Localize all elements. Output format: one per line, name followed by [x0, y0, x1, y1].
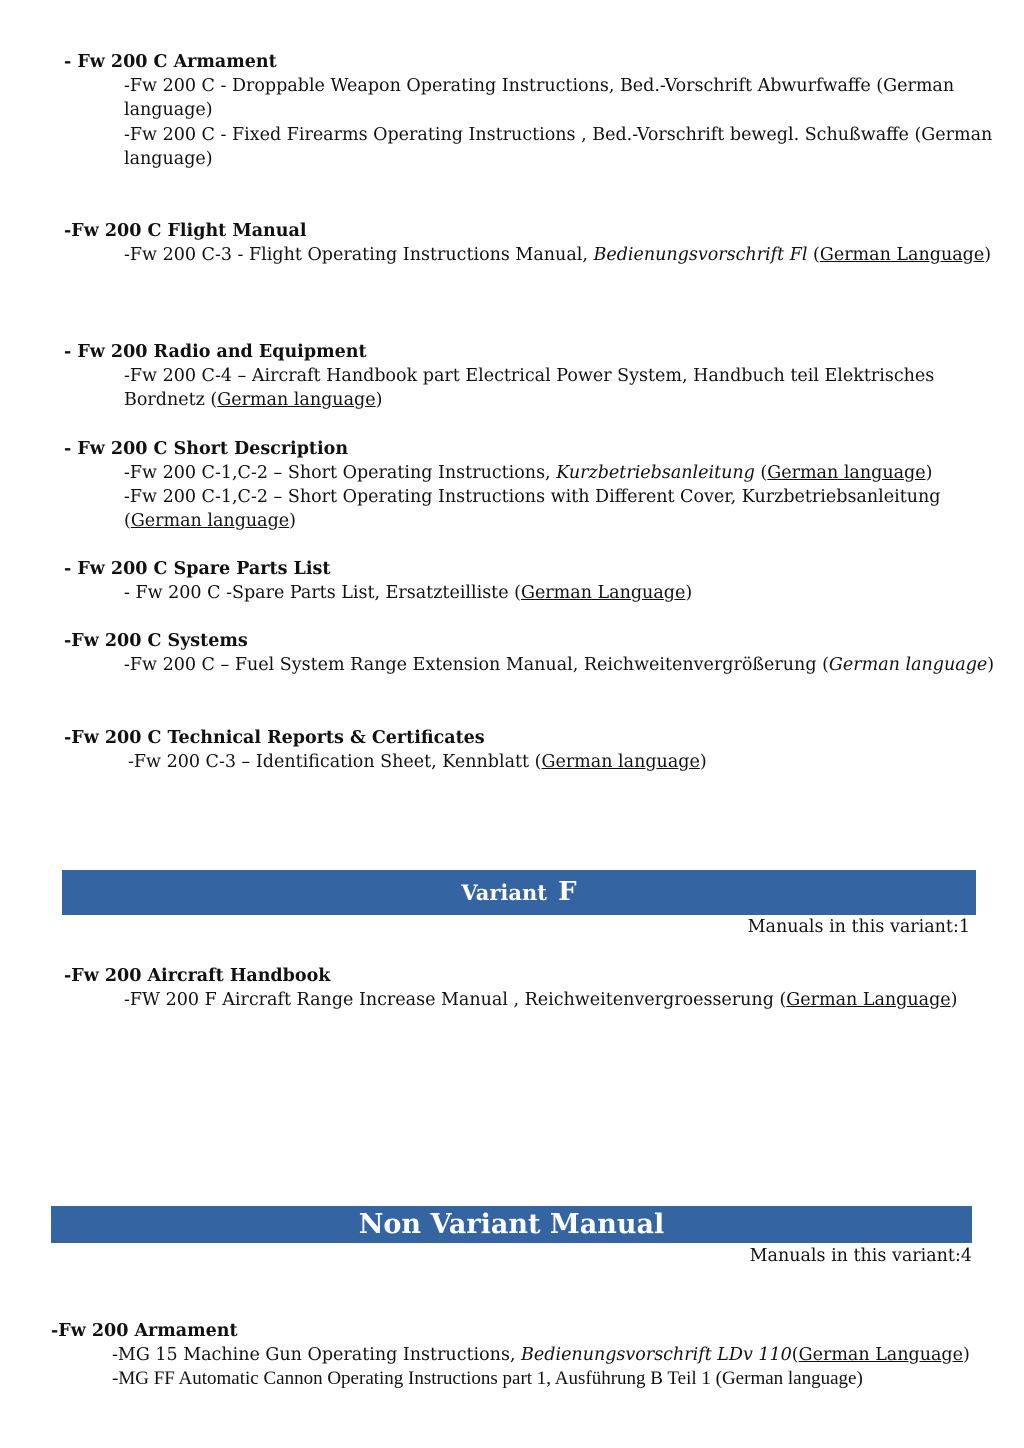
language-link[interactable]: German language [130, 511, 290, 531]
section-heading-c-armament: - Fw 200 C Armament [64, 52, 277, 72]
language-link[interactable]: German Language [520, 583, 686, 603]
manual-item: -Fw 200 C – Fuel System Range Extension Manual, Reichweitenvergrößerung (German language) [124, 655, 995, 675]
manual-item: -Fw 200 C - Fixed Firearms Operating Instructions , Bed.-Vorschrift bewegl. Schußwaffe (German [124, 125, 993, 145]
manual-item: -Fw 200 C-3 – Identification Sheet, Kennblatt (German language) [128, 752, 707, 772]
manual-item: -MG 15 Machine Gun Operating Instructions, Bedienungsvorschrift LDv 110(German Language) [112, 1345, 970, 1365]
manual-item: -Fw 200 C-1,C-2 – Short Operating Instructions, Kurzbetriebsanleitung (German language) [124, 463, 933, 483]
manual-item: -FW 200 F Aircraft Range Increase Manual , Reichweitenvergroesserung (German Language) [124, 990, 958, 1010]
manual-item: - Fw 200 C -Spare Parts List, Ersatzteilliste (German Language) [124, 583, 693, 603]
language-link[interactable]: German language [541, 752, 700, 772]
language-link[interactable]: German language [217, 390, 376, 410]
variant-manual-count: Manuals in this variant:1 [747, 917, 970, 937]
manual-item-continuation: Bordnetz (German language) [124, 390, 383, 410]
section-heading-c-spare-parts: - Fw 200 C Spare Parts List [64, 559, 331, 579]
manual-item: -Fw 200 C - Droppable Weapon Operating Instructions, Bed.-Vorschrift Abwurfwaffe (German [124, 76, 955, 96]
variant-f-banner [62, 870, 976, 915]
non-variant-banner: Non Variant Manual [51, 1206, 972, 1243]
section-heading-aircraft-handbook: -Fw 200 Aircraft Handbook [64, 966, 331, 986]
language-link[interactable]: German Language [786, 990, 951, 1010]
manual-item-continuation: language) [124, 100, 213, 120]
section-heading-c-flight-manual: -Fw 200 C Flight Manual [64, 221, 307, 241]
section-heading-c-technical-reports: -Fw 200 C Technical Reports & Certificates [64, 728, 485, 748]
section-heading-radio-equipment: - Fw 200 Radio and Equipment [64, 342, 367, 362]
language-link[interactable]: German Language [798, 1345, 963, 1365]
manual-item-continuation: language) [124, 149, 213, 169]
variant-letter: F [558, 877, 577, 907]
non-variant-manual-count: Manuals in this variant:4 [749, 1246, 972, 1266]
language-link[interactable]: German language [767, 463, 926, 483]
manual-item: -Fw 200 C-4 – Aircraft Handbook part Electrical Power System, Handbuch teil Elektrisches [124, 366, 935, 386]
manual-item: -MG FF Automatic Cannon Operating Instructions part 1, Ausführung B Teil 1 (German language) [112, 1368, 863, 1389]
manual-item: -Fw 200 C-3 - Flight Operating Instructions Manual, Bedienungsvorschrift Fl (German Language) [124, 245, 992, 265]
variant-label: Variant [461, 880, 547, 905]
section-heading-armament: -Fw 200 Armament [51, 1321, 238, 1341]
manual-item-continuation: (German language) [124, 511, 296, 531]
section-heading-c-short-description: - Fw 200 C Short Description [64, 439, 349, 459]
manual-item: -Fw 200 C-1,C-2 – Short Operating Instructions with Different Cover, Kurzbetriebsanleitung [124, 487, 941, 507]
language-link[interactable]: German Language [819, 245, 985, 265]
section-heading-c-systems: -Fw 200 C Systems [64, 631, 248, 651]
